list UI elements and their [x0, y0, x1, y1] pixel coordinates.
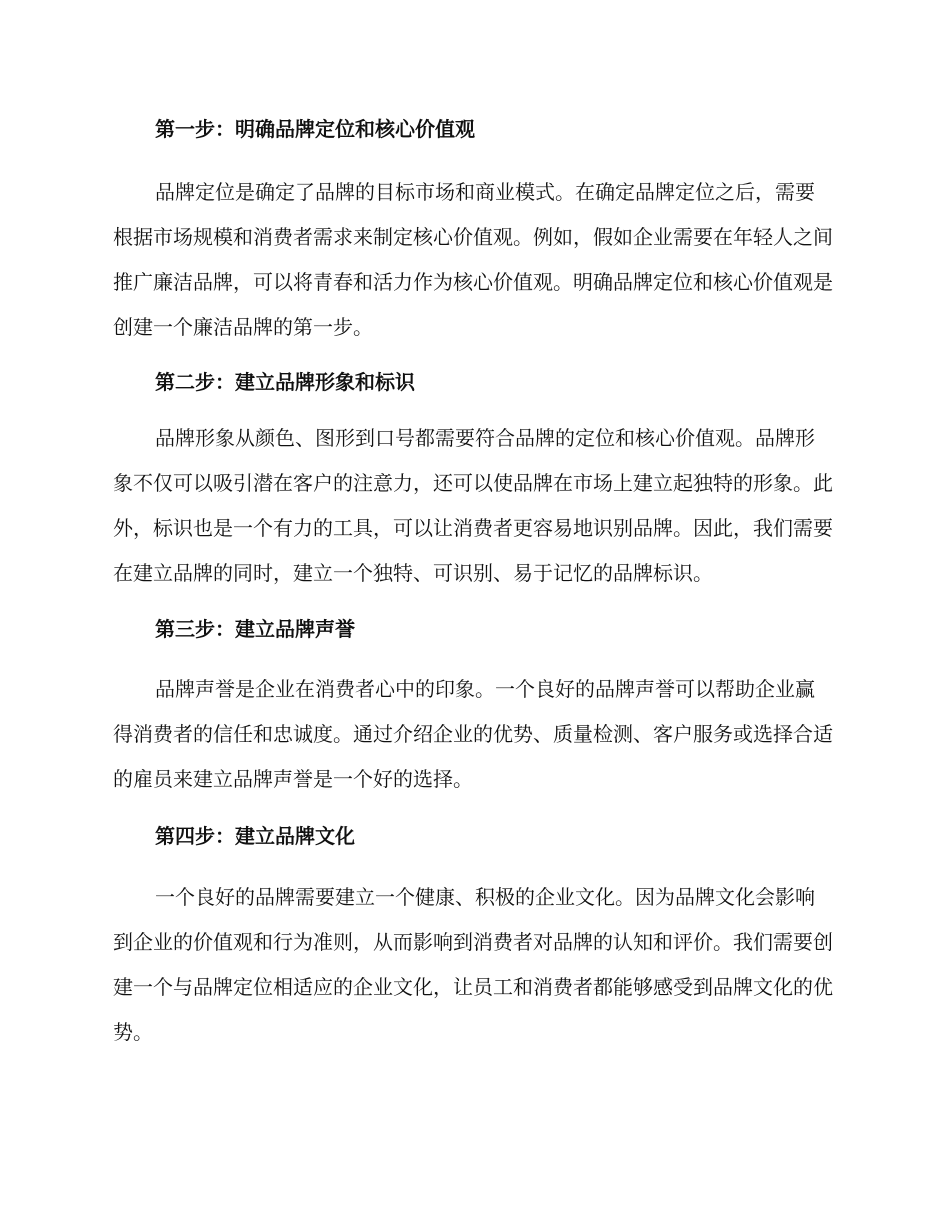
- document-content: [113, 110, 833, 1055]
- section-body-step-4: 一个良好的品牌需要建立一个健康、积极的企业文化。因为品牌文化会影响到企业的价值观和行为准则，从而影响到消费者对品牌的认知和评价。我们需要创建一个与品牌定位相适应的企业文化，让员工和消费者都能够感受到品牌文化的优势。: [113, 885, 833, 1044]
- section-heading-step-4: 第四步：建立品牌文化: [155, 824, 355, 848]
- section-heading-step-3: 第三步：建立品牌声誉: [155, 617, 355, 641]
- section-body-step-2: 品牌形象从颜色、图形到口号都需要符合品牌的定位和核心价值观。品牌形象不仅可以吸引潜在客户的注意力，还可以使品牌在市场上建立起独特的形象。此外，标识也是一个有力的工具，可以让消费者更容易地识别品牌。因此，我们需要在建立品牌的同时，建立一个独特、可识别、易于记忆的品牌标识。: [113, 426, 833, 585]
- section-heading-step-1: 第一步：明确品牌定位和核心价值观: [155, 117, 475, 141]
- section-body-step-1: 品牌定位是确定了品牌的目标市场和商业模式。在确定品牌定位之后，需要根据市场规模和消费者需求来制定核心价值观。例如，假如企业需要在年轻人之间推广廉洁品牌，可以将青春和活力作为核心价值观。明确品牌定位和核心价值观是创建一个廉洁品牌的第一步。: [113, 180, 833, 339]
- section-body-step-3: 品牌声誉是企业在消费者心中的印象。一个良好的品牌声誉可以帮助企业赢得消费者的信任和忠诚度。通过介绍企业的优势、质量检测、客户服务或选择合适的雇员来建立品牌声誉是一个好的选择。: [113, 677, 833, 791]
- section-heading-step-2: 第二步：建立品牌形象和标识: [155, 370, 415, 394]
